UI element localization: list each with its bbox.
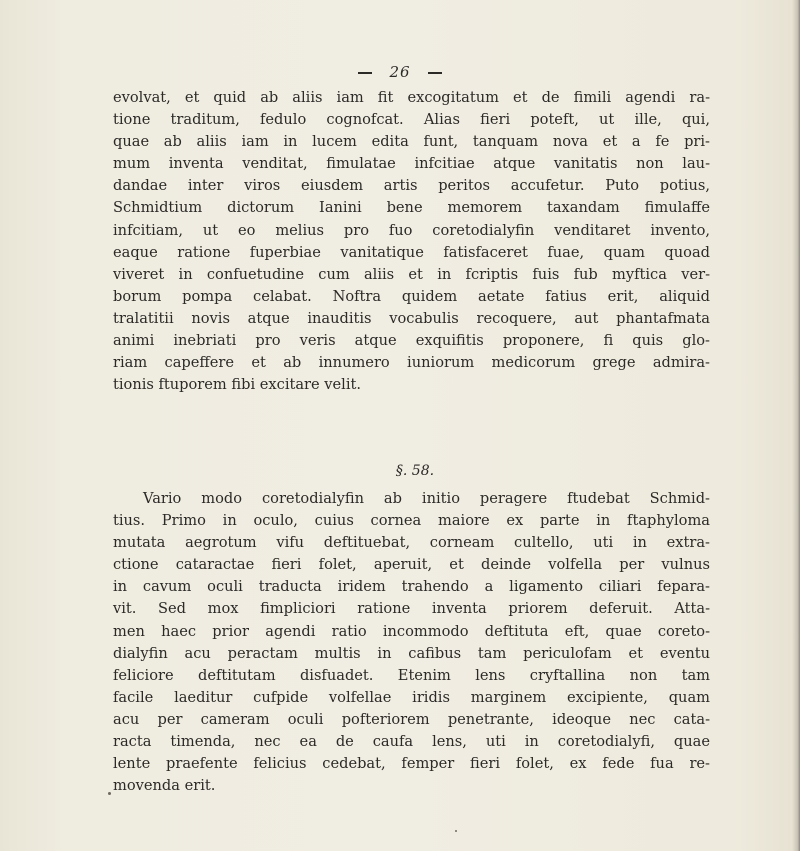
- text-line: racta timenda, nec ea de caufa lens, uti in coretodialyfi, quae: [113, 733, 710, 751]
- text-line: feliciore deftitutam disfuadet. Etenim lens cryftallina non tam: [113, 666, 710, 684]
- text-line: facile laeditur cufpide volfellae iridis marginem excipiente, quam: [113, 688, 710, 706]
- paragraph-2: [113, 488, 710, 797]
- page-number: 26: [389, 63, 411, 81]
- text-line: tius. Primo in oculo, cuius cornea maiore ex parte in ftaphyloma: [113, 512, 710, 530]
- header-dash-left: [358, 72, 372, 74]
- text-line: animi inebriati pro veris atque exquifitis proponere, fi quis glo-: [113, 332, 710, 350]
- text-line: dandae inter viros eiusdem artis peritos accufetur. Puto potius,: [113, 177, 710, 195]
- page-edge-shadow: [792, 0, 800, 851]
- text-line: men haec prior agendi ratio incommodo deftituta eft, quae coreto-: [113, 622, 710, 640]
- text-line: Schmidtium dictorum Ianini bene memorem taxandam fimulaffe: [113, 199, 710, 217]
- text-line: in cavum oculi traducta iridem trahendo a ligamento ciliari fepara-: [113, 578, 710, 596]
- text-line: ctione cataractae fieri folet, aperuit, et deinde volfella per vulnus: [113, 556, 710, 574]
- text-line: tralatitii novis atque inauditis vocabulis recoquere, aut phantafmata: [113, 309, 710, 327]
- text-line: vit. Sed mox fimpliciori ratione inventa priorem deferuit. Atta-: [113, 600, 710, 618]
- text-line: mutata aegrotum vifu deftituebat, corneam cultello, uti in extra-: [113, 534, 710, 552]
- paper-speck: [455, 830, 457, 832]
- text-line: viveret in confuetudine cum aliis et in fcriptis fuis fub myftica ver-: [113, 265, 710, 283]
- text-line: movenda erit.: [113, 777, 216, 795]
- text-line: eaque ratione fuperbiae vanitatique fatisfaceret fuae, quam quoad: [113, 243, 710, 261]
- text-line: lente praefente felicius cedebat, femper fieri folet, ex fede fua re-: [113, 755, 710, 773]
- text-line: infcitiam, ut eo melius pro fuo coretodialyfin venditaret invento,: [113, 221, 710, 239]
- text-line: acu per cameram oculi pofteriorem penetrante, ideoque nec cata-: [113, 710, 710, 728]
- text-line: mum inventa venditat, fimulatae infcitiae atque vanitatis non lau-: [113, 155, 710, 173]
- text-line: tionis ftuporem fibi excitare velit.: [113, 376, 362, 394]
- text-line: tione traditum, fedulo cognofcat. Alias fieri poteft, ut ille, qui,: [113, 111, 710, 129]
- section-heading: §. 58.: [395, 463, 435, 479]
- text-line: borum pompa celabat. Noftra quidem aetate fatius erit, aliquid: [113, 287, 710, 305]
- page-header: [0, 63, 800, 81]
- text-line: quae ab aliis iam in lucem edita funt, tanquam nova et a fe pri-: [113, 133, 710, 151]
- text-line: evolvat, et quid ab aliis iam fit excogitatum et de fimili agendi ra-: [113, 89, 710, 106]
- header-dash-right: [428, 72, 442, 74]
- paper-speck: [108, 792, 111, 795]
- text-line: riam capeffere et ab innumero iuniorum medicorum grege admira-: [113, 354, 710, 372]
- paragraph-1: [113, 87, 710, 396]
- text-line: Vario modo coretodialyfin ab initio peragere ftudebat Schmid-: [143, 490, 710, 507]
- text-line: dialyfin acu peractam multis in cafibus tam periculofam et eventu: [113, 644, 710, 662]
